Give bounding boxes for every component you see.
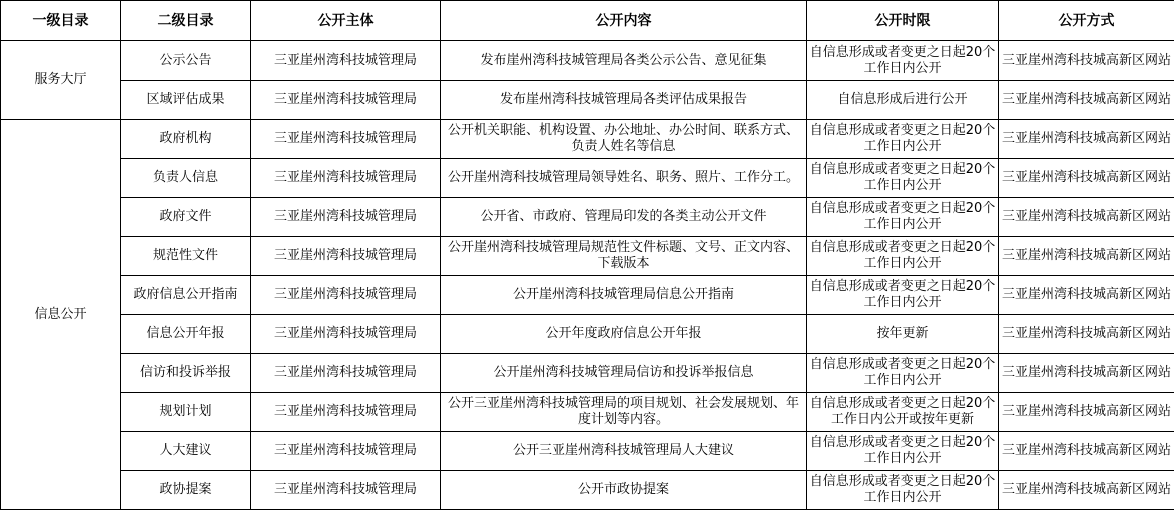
time-limit-cell: 自信息形成后进行公开 [807, 81, 999, 120]
content-cell: 公开机关职能、机构设置、办公地址、办公时间、联系方式、负责人姓名等信息 [441, 120, 807, 159]
table-row [1, 276, 1174, 315]
level2-cell: 负责人信息 [121, 159, 251, 198]
table-row [1, 237, 1174, 276]
header-subject: 公开主体 [251, 1, 441, 41]
content-cell: 公开崖州湾科技城管理局领导姓名、职务、照片、工作分工。 [441, 159, 807, 198]
content-cell: 公开年度政府信息公开年报 [441, 315, 807, 354]
level2-cell: 公示公告 [121, 41, 251, 81]
method-cell: 三亚崖州湾科技城高新区网站 [999, 354, 1174, 393]
time-limit-cell: 自信息形成或者变更之日起20个工作日内公开 [807, 354, 999, 393]
method-cell: 三亚崖州湾科技城高新区网站 [999, 393, 1174, 432]
content-cell: 公开崖州湾科技城管理局信息公开指南 [441, 276, 807, 315]
level2-cell: 政协提案 [121, 471, 251, 510]
level2-cell: 区域评估成果 [121, 81, 251, 120]
time-limit-cell: 自信息形成或者变更之日起20个工作日内公开 [807, 471, 999, 510]
method-cell: 三亚崖州湾科技城高新区网站 [999, 159, 1174, 198]
method-cell: 三亚崖州湾科技城高新区网站 [999, 432, 1174, 471]
level2-cell: 规划计划 [121, 393, 251, 432]
time-limit-cell: 自信息形成或者变更之日起20个工作日内公开 [807, 432, 999, 471]
level2-cell: 政府文件 [121, 198, 251, 237]
method-cell: 三亚崖州湾科技城高新区网站 [999, 81, 1174, 120]
content-cell: 公开三亚崖州湾科技城管理局的项目规划、社会发展规划、年度计划等内容。 [441, 393, 807, 432]
table-row [1, 315, 1174, 354]
method-cell: 三亚崖州湾科技城高新区网站 [999, 198, 1174, 237]
table-row [1, 393, 1174, 432]
subject-cell: 三亚崖州湾科技城管理局 [251, 393, 441, 432]
level1-cell: 服务大厅 [1, 41, 121, 120]
table-row [1, 198, 1174, 237]
time-limit-cell: 自信息形成或者变更之日起20个工作日内公开 [807, 41, 999, 81]
subject-cell: 三亚崖州湾科技城管理局 [251, 471, 441, 510]
time-limit-cell: 自信息形成或者变更之日起20个工作日内公开 [807, 159, 999, 198]
level2-cell: 信息公开年报 [121, 315, 251, 354]
level2-cell: 人大建议 [121, 432, 251, 471]
time-limit-cell: 按年更新 [807, 315, 999, 354]
time-limit-cell: 自信息形成或者变更之日起20个工作日内公开 [807, 198, 999, 237]
table-row [1, 81, 1174, 120]
level2-cell: 信访和投诉举报 [121, 354, 251, 393]
subject-cell: 三亚崖州湾科技城管理局 [251, 315, 441, 354]
time-limit-cell: 自信息形成或者变更之日起20个工作日内公开或按年更新 [807, 393, 999, 432]
header-level2: 二级目录 [121, 1, 251, 41]
content-cell: 公开省、市政府、管理局印发的各类主动公开文件 [441, 198, 807, 237]
time-limit-cell: 自信息形成或者变更之日起20个工作日内公开 [807, 120, 999, 159]
header-method: 公开方式 [999, 1, 1174, 41]
subject-cell: 三亚崖州湾科技城管理局 [251, 354, 441, 393]
subject-cell: 三亚崖州湾科技城管理局 [251, 432, 441, 471]
content-cell: 公开崖州湾科技城管理局规范性文件标题、文号、正文内容、下载版本 [441, 237, 807, 276]
method-cell: 三亚崖州湾科技城高新区网站 [999, 315, 1174, 354]
subject-cell: 三亚崖州湾科技城管理局 [251, 120, 441, 159]
header-row [1, 1, 1174, 41]
method-cell: 三亚崖州湾科技城高新区网站 [999, 471, 1174, 510]
table-row [1, 354, 1174, 393]
table-row [1, 120, 1174, 159]
subject-cell: 三亚崖州湾科技城管理局 [251, 198, 441, 237]
table-row [1, 471, 1174, 510]
subject-cell: 三亚崖州湾科技城管理局 [251, 81, 441, 120]
level2-cell: 政府信息公开指南 [121, 276, 251, 315]
content-cell: 公开市政协提案 [441, 471, 807, 510]
header-level1: 一级目录 [1, 1, 121, 41]
subject-cell: 三亚崖州湾科技城管理局 [251, 41, 441, 81]
time-limit-cell: 自信息形成或者变更之日起20个工作日内公开 [807, 237, 999, 276]
subject-cell: 三亚崖州湾科技城管理局 [251, 159, 441, 198]
table-row [1, 159, 1174, 198]
time-limit-cell: 自信息形成或者变更之日起20个工作日内公开 [807, 276, 999, 315]
level1-cell: 信息公开 [1, 120, 121, 510]
content-cell: 公开三亚崖州湾科技城管理局人大建议 [441, 432, 807, 471]
method-cell: 三亚崖州湾科技城高新区网站 [999, 276, 1174, 315]
method-cell: 三亚崖州湾科技城高新区网站 [999, 237, 1174, 276]
subject-cell: 三亚崖州湾科技城管理局 [251, 237, 441, 276]
header-content: 公开内容 [441, 1, 807, 41]
content-cell: 公开崖州湾科技城管理局信访和投诉举报信息 [441, 354, 807, 393]
method-cell: 三亚崖州湾科技城高新区网站 [999, 41, 1174, 81]
table-row [1, 432, 1174, 471]
subject-cell: 三亚崖州湾科技城管理局 [251, 276, 441, 315]
level2-cell: 规范性文件 [121, 237, 251, 276]
content-cell: 发布崖州湾科技城管理局各类评估成果报告 [441, 81, 807, 120]
table-row [1, 41, 1174, 81]
header-time-limit: 公开时限 [807, 1, 999, 41]
method-cell: 三亚崖州湾科技城高新区网站 [999, 120, 1174, 159]
level2-cell: 政府机构 [121, 120, 251, 159]
content-cell: 发布崖州湾科技城管理局各类公示公告、意见征集 [441, 41, 807, 81]
